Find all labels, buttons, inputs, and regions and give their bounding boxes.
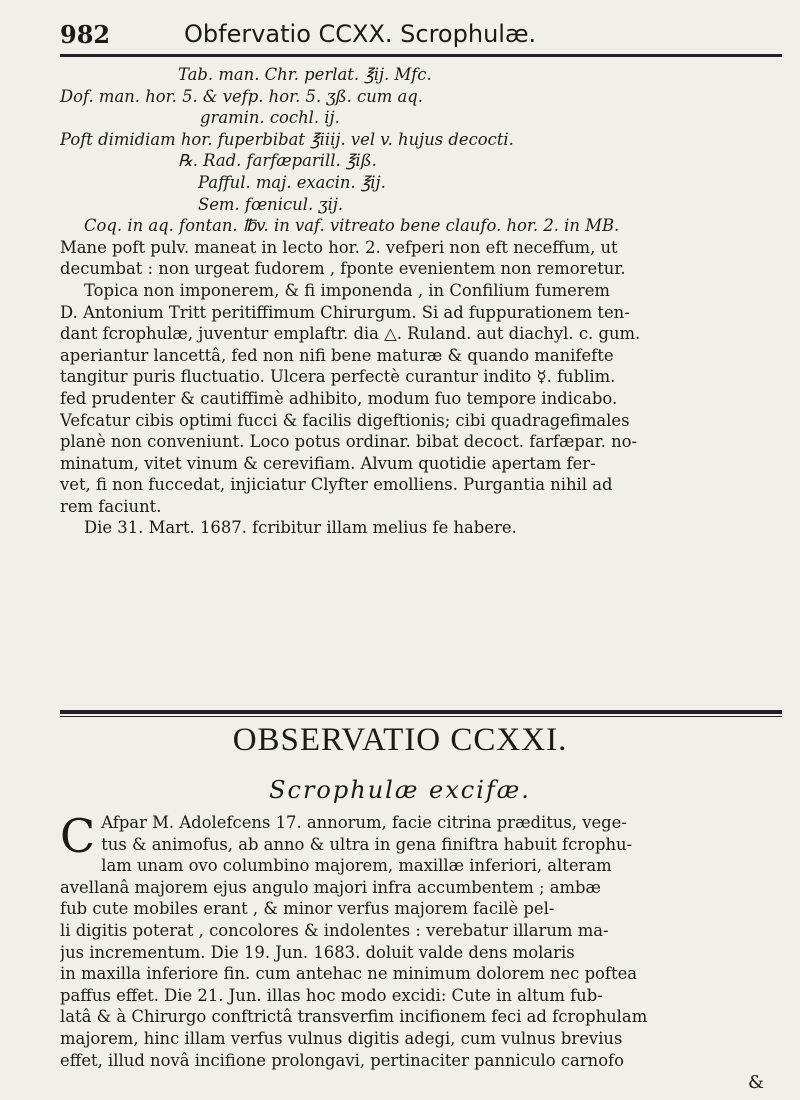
text-line: Afpar M. Adolefcens 17. annorum, facie citrina præditus, vege-	[101, 813, 627, 832]
catchword: &	[747, 1072, 764, 1093]
text-line: dant fcrophulæ, juventur emplaftr. dia △. Ruland. aut diachyl. c. gum.	[60, 324, 641, 344]
observation-ccxxi-text	[60, 809, 780, 1071]
text-line: tangitur puris fluctuatio. Ulcera perfectè curantur indito ☿. fublim.	[60, 367, 616, 387]
text-line: Sem. fœnicul. ʒij.	[198, 194, 344, 214]
page-number: 982	[60, 20, 111, 49]
section-divider	[60, 710, 782, 714]
text-line: fub cute mobiles erant , & minor verfus majorem facilè pel-	[60, 899, 555, 919]
text-line: aperiantur lancettâ, fed non nifi bene maturæ & quando manifefte	[60, 345, 614, 365]
text-line: Topica non imponerem, & fi imponenda , in Confilium fumerem	[84, 280, 610, 300]
text-line: Vefcatur cibis optimi fucci & facilis digeftionis; cibi quadragefimales	[60, 410, 630, 430]
text-line: Coq. in aq. fontan. ℔v. in vaf. vitreato bene claufo. hor. 2. in MB.	[84, 216, 620, 236]
text-line: Mane poft pulv. maneat in lecto hor. 2. vefperi non eft neceffum, ut	[60, 237, 618, 257]
text-line: lam unam ovo columbino majorem, maxillæ inferiori, alteram	[101, 856, 612, 876]
text-line: Poft dimidiam hor. fuperbibat ℥iiij. vel v. hujus decocti.	[60, 129, 514, 149]
header-rule	[60, 54, 782, 57]
text-line: li digitis poterat , concolores & indolentes : verebatur illarum ma-	[60, 920, 609, 940]
text-line: gramin. cochl. ij.	[200, 108, 340, 128]
text-line: decumbat : non urgeat fudorem , fponte evenientem non remoretur.	[60, 259, 626, 279]
text-line: majorem, hinc illam verfus vulnus digitis adegi, cum vulnus brevius	[60, 1028, 623, 1048]
text-line: paffus effet. Die 21. Jun. illas hoc modo excidi: Cute in altum fub-	[60, 985, 603, 1005]
text-lines-rest	[60, 855, 780, 1071]
observation-subtitle: Scrophulæ excifæ.	[269, 776, 531, 804]
text-line: D. Antonium Tritt peritiffimum Chirurgum. Si ad fuppurationem ten-	[60, 302, 630, 322]
text-line: in maxilla inferiore fin. cum antehac ne minimum dolorem nec poftea	[60, 964, 638, 984]
section-divider-thin	[60, 716, 782, 717]
text-line: minatum, vitet vinum & cerevifiam. Alvum quotidie apertam fer-	[60, 453, 596, 473]
text-line: ℞. Rad. farfæparill. ℥iß.	[178, 151, 377, 171]
running-title: Obfervatio CCXX. Scrophulæ.	[184, 20, 537, 48]
observation-ccxx-text	[60, 64, 780, 539]
drop-cap: C	[60, 809, 96, 863]
text-line: fed prudenter & cautiffimè adhibito, modum fuo tempore indicabo.	[60, 388, 618, 408]
text-line: Dof. man. hor. 5. & vefp. hor. 5. ʒß. cum aq.	[60, 86, 423, 106]
text-line: jus incrementum. Die 19. Jun. 1683. doluit valde dens molaris	[60, 942, 575, 962]
text-line: avellanâ majorem ejus angulo majori infra accumbentem ; ambæ	[60, 877, 601, 897]
text-line: latâ & à Chirurgo conftrictâ transverfim incifionem feci ad fcrophulam	[60, 1007, 648, 1027]
observation-title: OBSERVATIO CCXXI.	[232, 722, 568, 758]
text-line: effet, illud novâ incifione prolongavi, pertinaciter panniculo carnofo	[60, 1050, 624, 1070]
text-line: tus & animofus, ab anno & ultra in gena finiftra habuit fcrophu-	[101, 834, 633, 854]
text-line: Tab. man. Chr. perlat. ℥ij. Mfc.	[178, 65, 432, 84]
text-line: rem faciunt.	[60, 496, 162, 516]
text-line: planè non conveniunt. Loco potus ordinar. bibat decoct. farfæpar. no-	[60, 432, 638, 452]
text-line: Pafful. maj. exacin. ℥ij.	[198, 172, 386, 192]
text-line: vet, fi non fuccedat, injiciatur Clyfter emolliens. Purgantia nihil ad	[60, 475, 613, 495]
text-line: Die 31. Mart. 1687. fcribitur illam melius fe habere.	[84, 518, 517, 538]
